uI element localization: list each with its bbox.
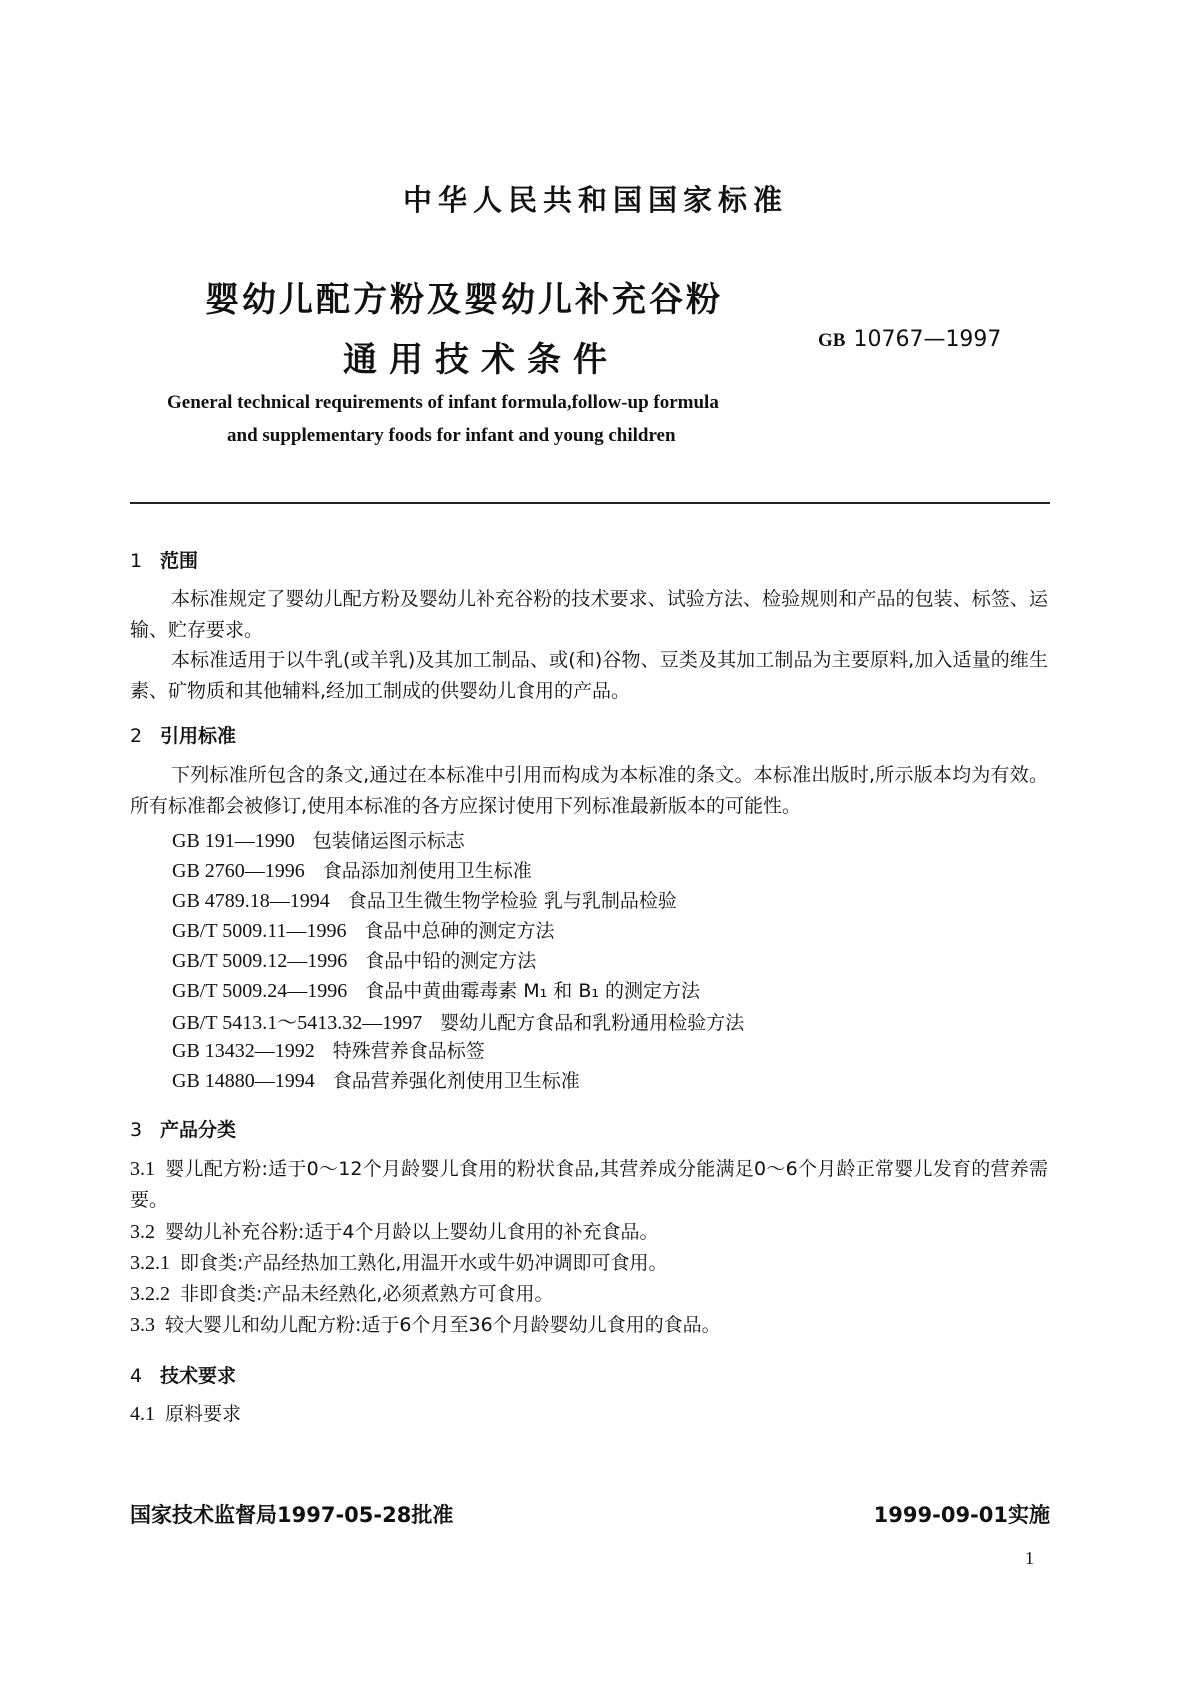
english-title-line-2: and supplementary foods for infant and young children bbox=[227, 425, 676, 446]
reference-title: 食品中黄曲霉毒素 M₁ 和 B₁ 的测定方法 bbox=[365, 980, 701, 1002]
clause-text: 较大婴儿和幼儿配方粉:适于6个月至36个月龄婴幼儿食用的食品。 bbox=[165, 1314, 721, 1336]
clause-3-2-2 bbox=[130, 1279, 1048, 1310]
clause-text: 非即食类:产品未经熟化,必须煮熟方可食用。 bbox=[180, 1283, 554, 1305]
clause-text: 原料要求 bbox=[165, 1403, 242, 1425]
reference-title: 特殊营养食品标签 bbox=[332, 1040, 485, 1062]
reference-code: GB 191—1990 bbox=[172, 830, 295, 852]
standard-category-title: 中华人民共和国国家标准 bbox=[402, 183, 788, 217]
reference-code: GB/T 5413.1～5413.32—1997 bbox=[172, 1012, 423, 1034]
reference-item bbox=[172, 946, 536, 973]
reference-title: 食品中铅的测定方法 bbox=[365, 950, 537, 972]
clause-3-3 bbox=[130, 1310, 1048, 1341]
section-2-heading bbox=[130, 721, 236, 748]
clause-text: 婴幼儿补充谷粉:适于4个月龄以上婴幼儿食用的补充食品。 bbox=[165, 1221, 659, 1243]
reference-title: 食品卫生微生物学检验 乳与乳制品检验 bbox=[347, 890, 677, 912]
header-divider bbox=[130, 502, 1050, 504]
clause-number: 3.2 bbox=[130, 1221, 155, 1243]
reference-code: GB 4789.18—1994 bbox=[172, 890, 330, 912]
reference-item bbox=[172, 886, 677, 913]
reference-item bbox=[172, 976, 700, 1003]
reference-code: GB/T 5009.12—1996 bbox=[172, 950, 348, 972]
section-title: 产品分类 bbox=[160, 1119, 237, 1141]
approval-statement: 国家技术监督局1997-05-28批准 bbox=[130, 1503, 454, 1527]
section-number: 3 bbox=[130, 1119, 143, 1141]
reference-item bbox=[172, 856, 532, 883]
clause-number: 3.1 bbox=[130, 1158, 155, 1180]
section-1-paragraph-1: 本标准规定了婴幼儿配方粉及婴幼儿补充谷粉的技术要求、试验方法、检验规则和产品的包装、标签、运输、贮存要求。 bbox=[130, 588, 1048, 641]
section-title: 范围 bbox=[160, 550, 199, 572]
standard-number bbox=[818, 327, 1001, 352]
section-number: 1 bbox=[130, 550, 143, 572]
document-title-line-1: 婴幼儿配方粉及婴幼儿补充谷粉 bbox=[205, 280, 723, 320]
section-title: 引用标准 bbox=[160, 725, 237, 747]
clause-text: 即食类:产品经热加工熟化,用温开水或牛奶冲调即可食用。 bbox=[180, 1252, 668, 1274]
reference-item bbox=[172, 916, 554, 943]
reference-code: GB 13432—1992 bbox=[172, 1040, 315, 1062]
reference-title: 食品中总砷的测定方法 bbox=[364, 920, 555, 942]
reference-item bbox=[172, 826, 465, 853]
reference-item bbox=[172, 1036, 485, 1063]
clause-3-1 bbox=[130, 1154, 1048, 1216]
section-4-heading bbox=[130, 1361, 236, 1388]
section-1-paragraph-2: 本标准适用于以牛乳(或羊乳)及其加工制品、或(和)谷物、豆类及其加工制品为主要原料,加入适量的维生素、矿物质和其他辅料,经加工制成的供婴幼儿食用的产品。 bbox=[130, 649, 1048, 702]
section-3-heading bbox=[130, 1115, 236, 1142]
standard-prefix: GB bbox=[818, 330, 846, 351]
clause-number: 3.2.1 bbox=[130, 1252, 170, 1274]
english-title-line-1: General technical requirements of infant formula,follow-up formula bbox=[167, 392, 719, 413]
implementation-date: 1999-09-01实施 bbox=[873, 1503, 1050, 1527]
reference-code: GB/T 5009.24—1996 bbox=[172, 980, 348, 1002]
clause-text: 婴儿配方粉:适于0～12个月龄婴儿食用的粉状食品,其营养成分能满足0～6个月龄正常婴儿发育的营养需要。 bbox=[130, 1158, 1048, 1211]
reference-code: GB 14880—1994 bbox=[172, 1070, 315, 1092]
document-title-line-2: 通用技术条件 bbox=[343, 340, 619, 380]
reference-code: GB 2760—1996 bbox=[172, 860, 305, 882]
section-title: 技术要求 bbox=[160, 1365, 237, 1387]
reference-title: 食品营养强化剂使用卫生标准 bbox=[332, 1070, 580, 1092]
reference-title: 包装储运图示标志 bbox=[312, 830, 465, 852]
standard-code: 10767—1997 bbox=[853, 327, 1002, 352]
reference-code: GB/T 5009.11—1996 bbox=[172, 920, 347, 942]
clause-3-2 bbox=[130, 1217, 1048, 1248]
clause-number: 3.3 bbox=[130, 1314, 155, 1336]
reference-title: 婴幼儿配方食品和乳粉通用检验方法 bbox=[440, 1012, 745, 1034]
clause-number: 4.1 bbox=[130, 1403, 155, 1425]
clause-4-1 bbox=[130, 1399, 1048, 1430]
reference-title: 食品添加剂使用卫生标准 bbox=[322, 860, 532, 882]
reference-item bbox=[172, 1006, 744, 1035]
section-2-intro: 下列标准所包含的条文,通过在本标准中引用而构成为本标准的条文。本标准出版时,所示版本均为有效。所有标准都会被修订,使用本标准的各方应探讨使用下列标准最新版本的可能性。 bbox=[130, 764, 1048, 817]
reference-item bbox=[172, 1066, 580, 1093]
clause-3-2-1 bbox=[130, 1248, 1048, 1279]
clause-number: 3.2.2 bbox=[130, 1283, 170, 1305]
section-number: 4 bbox=[130, 1365, 143, 1387]
section-1-heading bbox=[130, 546, 198, 573]
page-number: 1 bbox=[1025, 1548, 1034, 1568]
section-number: 2 bbox=[130, 725, 143, 747]
